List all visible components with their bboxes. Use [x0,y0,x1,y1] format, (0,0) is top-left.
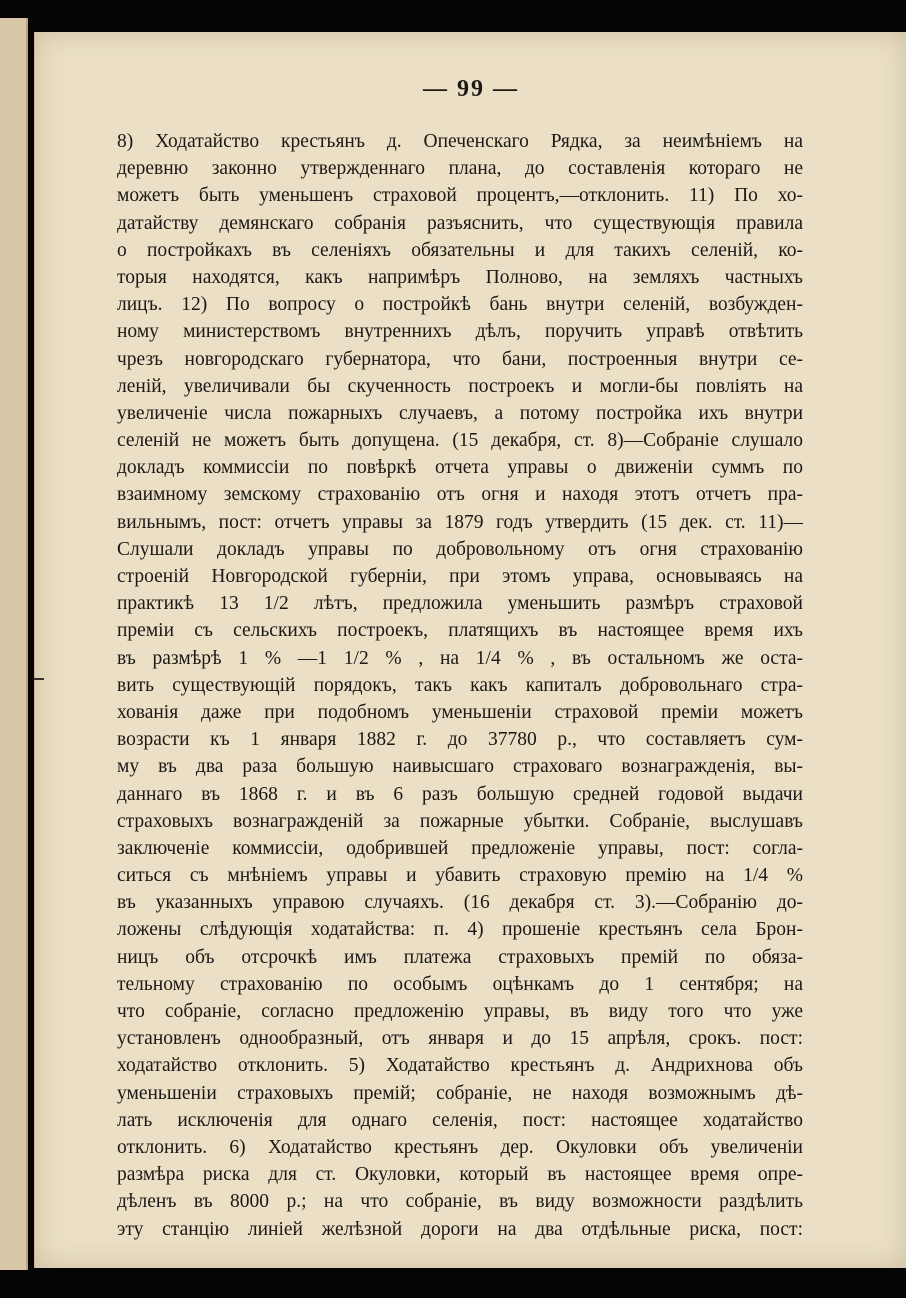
text-line: даннаго въ 1868 г. и въ 6 разъ большую средней годовой выдачи [117,783,803,805]
text-line: въ размѣрѣ 1 % —1 1/2 % , на 1/4 % , въ остальномъ же оста- [117,647,803,669]
text-line: 8) Ходатайство крестьянъ д. Опеченскаго Рядка, за неимѣніемъ на [117,131,803,152]
text-line: му въ два раза большую наивысшаго страховаго вознагражденія, вы- [117,756,803,778]
text-line: взаимному земскому страхованію отъ огня и находя этотъ отчетъ пра- [117,484,803,506]
text-line: деревню законно утвержденнаго плана, до составленія котораго не [117,158,803,180]
text-line: строеній Новгородской губерніи, при этомъ управа, основываясь на [117,566,803,587]
document-page [34,32,906,1268]
text-line: ситься съ мнѣніемъ управы и убавить страховую премію на 1/4 % [117,865,803,887]
text-line: размѣра риска для ст. Окуловки, который въ настоящее время опре- [117,1164,803,1186]
text-line: Слушали докладъ управы по добровольному отъ огня страхованію [117,538,803,560]
text-line: дѣленъ въ 8000 р.; на что собраніе, въ виду возможности раздѣлить [117,1191,803,1213]
text-line: докладъ коммиссіи по повѣркѣ отчета управы о движеніи суммъ по [117,457,803,479]
text-line: практикѣ 13 1/2 лѣтъ, предложила уменьшить размѣръ страховой [117,593,803,615]
text-line: чрезъ новгородскаго губернатора, что бани, построенныя внутри се- [117,348,803,370]
text-line: ходатайство отклонить. 5) Ходатайство крестьянъ д. Андрихнова объ [117,1055,803,1077]
text-line: уменьшеніи страховыхъ премій; собраніе, не находя возможнымъ дѣ- [117,1082,803,1104]
text-line: преміи съ сельскихъ построекъ, платящихъ въ настоящее время ихъ [117,620,803,642]
text-line: леній, увеличивали бы скученность построекъ и могли-бы повліять на [117,375,803,397]
text-line: ному министерствомъ внутреннихъ дѣлъ, поручить управѣ отвѣтить [117,321,803,343]
text-line: торыя находятся, какъ напримѣръ Полново, на земляхъ частныхъ [117,266,803,288]
page-number: — 99 — [423,76,519,102]
text-line: ницъ объ отсрочкѣ имъ платежа страховыхъ премій по обяза- [117,946,803,968]
text-line: датайству демянскаго собранія разъяснить, что существующія правила [117,212,803,234]
text-line: лицъ. 12) По вопросу о постройкѣ бань внутри селеній, возбужден- [117,294,803,316]
adjacent-page-edge [0,18,28,1270]
text-line: въ указанныхъ управою случаяхъ. (16 декабря ст. 3).—Собранію до- [117,892,803,914]
text-line: что собраніе, согласно предложенію управы, въ виду того что уже [117,1001,803,1022]
text-line: возрасти къ 1 января 1882 г. до 37780 р., что составляетъ сум- [117,729,803,751]
text-line: вильнымъ, пост: отчетъ управы за 1879 годъ утвердить (15 дек. ст. 11)— [117,511,803,533]
text-line: лать исключенія для однаго селенія, пост: настоящее ходатайство [117,1109,803,1131]
text-line: страховыхъ вознагражденій за пожарные убытки. Собраніе, выслушавъ [117,810,803,832]
text-line: установленъ однообразный, отъ января и до 15 апрѣля, срокъ. пост: [117,1028,803,1050]
text-line: увеличеніе числа пожарныхъ случаевъ, а потому постройка ихъ внутри [117,402,803,424]
text-line: вить существующій порядокъ, такъ какъ капиталъ добровольнаго стра- [117,674,803,696]
text-line: хованія даже при подобномъ уменьшеніи страховой преміи можетъ [117,701,803,723]
text-line: отклонить. 6) Ходатайство крестьянъ дер. Окуловки объ увеличеніи [117,1136,803,1158]
text-line: эту станцію линіей желѣзной дороги на два отдѣльные риска, пост: [117,1218,803,1240]
margin-mark [34,678,44,680]
text-line: тельному страхованію по особымъ оцѣнкамъ до 1 сентября; на [117,973,803,995]
text-line: селеній не можетъ быть допущена. (15 декабря, ст. 8)—Собраніе слушало [117,430,803,452]
text-line: ложены слѣдующія ходатайства: п. 4) прошеніе крестьянъ села Брон- [117,919,803,941]
text-line: о постройкахъ въ селеніяхъ обязательны и для такихъ селеній, ко- [117,239,803,261]
text-line: заключеніе коммиссіи, одобрившей предложеніе управы, пост: согла- [117,837,803,859]
body-text [117,128,803,1243]
text-line: можетъ быть уменьшенъ страховой процентъ,—отклонить. 11) По хо- [117,185,803,207]
